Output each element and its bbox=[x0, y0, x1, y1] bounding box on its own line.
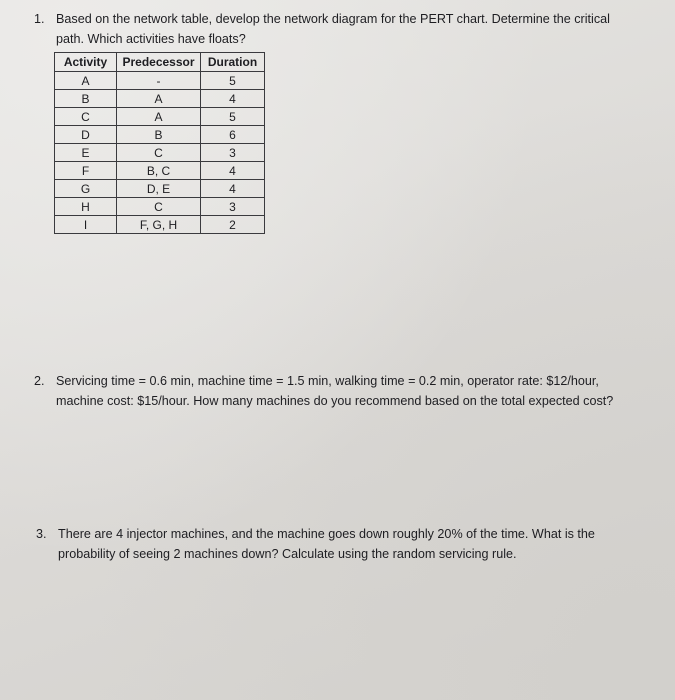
table-row bbox=[55, 216, 265, 234]
predecessor-cell: D, E bbox=[117, 180, 201, 198]
duration-cell: 5 bbox=[201, 108, 265, 126]
question-number: 2. bbox=[34, 374, 45, 388]
duration-cell: 4 bbox=[201, 180, 265, 198]
question-number: 3. bbox=[36, 527, 47, 541]
activity-cell: C bbox=[55, 108, 117, 126]
table-row bbox=[55, 198, 265, 216]
table-row bbox=[55, 180, 265, 198]
predecessor-cell: A bbox=[117, 108, 201, 126]
predecessor-cell: - bbox=[117, 72, 201, 90]
header-activity: Activity bbox=[55, 53, 117, 72]
question-text-line: machine cost: $15/hour. How many machines do you recommend based on the total expected cost? bbox=[56, 394, 614, 408]
activity-cell: F bbox=[55, 162, 117, 180]
question-text-line: Based on the network table, develop the network diagram for the PERT chart. Determine the critical bbox=[56, 12, 610, 26]
header-predecessor: Predecessor bbox=[117, 53, 201, 72]
duration-cell: 2 bbox=[201, 216, 265, 234]
predecessor-cell: B bbox=[117, 126, 201, 144]
duration-cell: 5 bbox=[201, 72, 265, 90]
table-row bbox=[55, 90, 265, 108]
question-text-line: probability of seeing 2 machines down? Calculate using the random servicing rule. bbox=[58, 547, 517, 561]
duration-cell: 3 bbox=[201, 144, 265, 162]
question-text-line: There are 4 injector machines, and the machine goes down roughly 20% of the time. What is the bbox=[58, 527, 595, 541]
table-row bbox=[55, 126, 265, 144]
predecessor-cell: C bbox=[117, 198, 201, 216]
question-text-line: path. Which activities have floats? bbox=[56, 32, 246, 46]
question-1 bbox=[34, 9, 644, 49]
table-row bbox=[55, 72, 265, 90]
duration-cell: 6 bbox=[201, 126, 265, 144]
header-duration: Duration bbox=[201, 53, 265, 72]
network-table bbox=[54, 52, 265, 234]
activity-cell: B bbox=[55, 90, 117, 108]
question-3 bbox=[36, 524, 646, 564]
duration-cell: 3 bbox=[201, 198, 265, 216]
table-row bbox=[55, 144, 265, 162]
table-row bbox=[55, 108, 265, 126]
duration-cell: 4 bbox=[201, 90, 265, 108]
activity-cell: E bbox=[55, 144, 117, 162]
duration-cell: 4 bbox=[201, 162, 265, 180]
predecessor-cell: B, C bbox=[117, 162, 201, 180]
activity-cell: D bbox=[55, 126, 117, 144]
question-2 bbox=[34, 371, 649, 411]
predecessor-cell: F, G, H bbox=[117, 216, 201, 234]
table-row bbox=[55, 162, 265, 180]
question-text-line: Servicing time = 0.6 min, machine time = 1.5 min, walking time = 0.2 min, operator rate: $12/hour, bbox=[56, 374, 599, 388]
table-header-row bbox=[55, 53, 265, 72]
activity-cell: A bbox=[55, 72, 117, 90]
activity-cell: H bbox=[55, 198, 117, 216]
predecessor-cell: C bbox=[117, 144, 201, 162]
predecessor-cell: A bbox=[117, 90, 201, 108]
activity-cell: G bbox=[55, 180, 117, 198]
question-number: 1. bbox=[34, 12, 45, 26]
activity-cell: I bbox=[55, 216, 117, 234]
